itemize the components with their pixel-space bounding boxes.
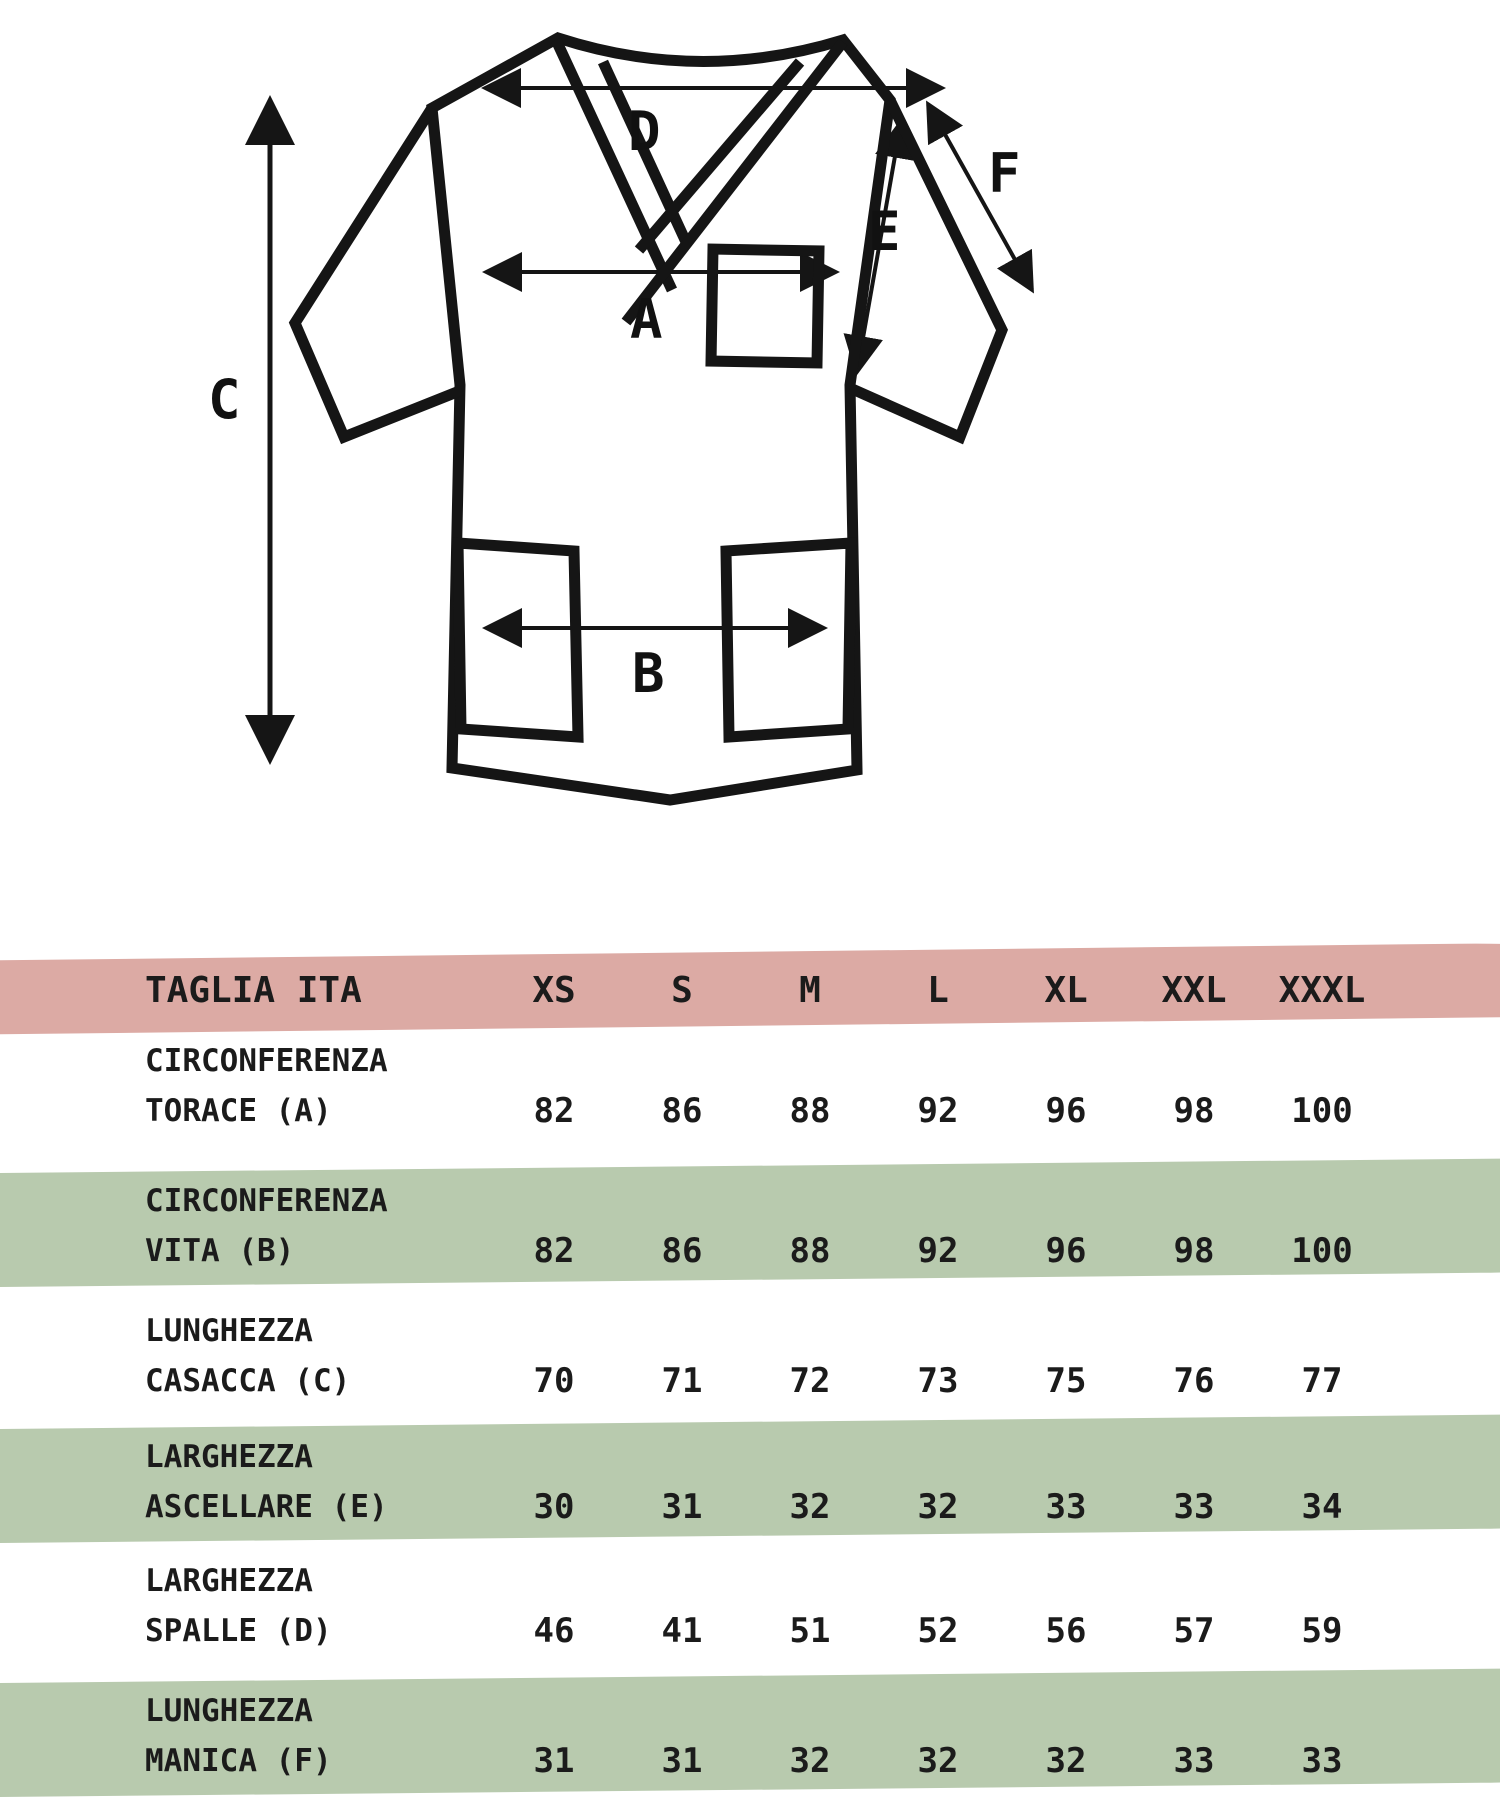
- size-value: 98: [1173, 1231, 1215, 1271]
- size-value: 98: [1173, 1091, 1215, 1131]
- sleeve-right: [850, 100, 1002, 437]
- size-value: 100: [1291, 1231, 1353, 1271]
- row-label: LARGHEZZA ASCELLARE (E): [145, 1439, 388, 1525]
- size-value: 86: [661, 1091, 703, 1131]
- table-row-casacca: [0, 1302, 1500, 1406]
- size-value: 31: [661, 1741, 703, 1781]
- row-label: LUNGHEZZA MANICA (F): [145, 1693, 332, 1779]
- size-column-xs: XS: [532, 969, 576, 1011]
- size-value: 30: [533, 1487, 575, 1527]
- size-column-xxl: XXL: [1161, 969, 1227, 1011]
- size-value: 51: [789, 1611, 831, 1651]
- size-column-l: L: [927, 969, 949, 1011]
- row-label: CIRCONFERENZA VITA (B): [145, 1183, 388, 1269]
- size-value: 56: [1045, 1611, 1087, 1651]
- size-value: 32: [917, 1487, 959, 1527]
- row-label: LARGHEZZA SPALLE (D): [145, 1563, 332, 1649]
- row-label: LUNGHEZZA CASACCA (C): [145, 1313, 351, 1399]
- size-value: 82: [533, 1091, 575, 1131]
- size-value: 33: [1045, 1487, 1087, 1527]
- size-value: 46: [533, 1611, 575, 1651]
- size-value: 32: [789, 1741, 831, 1781]
- size-value: 75: [1045, 1361, 1087, 1401]
- row-label: CIRCONFERENZA TORACE (A): [145, 1043, 388, 1129]
- size-value: 32: [917, 1741, 959, 1781]
- size-value: 59: [1301, 1611, 1343, 1651]
- size-value: 70: [533, 1361, 575, 1401]
- size-table-title: TAGLIA ITA: [145, 969, 362, 1011]
- size-column-m: M: [799, 969, 821, 1011]
- size-value: 32: [1045, 1741, 1087, 1781]
- measure-label-a: A: [630, 288, 663, 351]
- size-value: 72: [789, 1361, 831, 1401]
- size-value: 82: [533, 1231, 575, 1271]
- size-value: 33: [1173, 1741, 1215, 1781]
- size-value: 100: [1291, 1091, 1353, 1131]
- size-table-header-row: [0, 958, 1500, 1022]
- size-value: 86: [661, 1231, 703, 1271]
- size-value: 92: [917, 1091, 959, 1131]
- size-column-s: S: [671, 969, 693, 1011]
- size-value: 71: [661, 1361, 703, 1401]
- measure-label-c: C: [208, 368, 241, 431]
- size-value: 33: [1173, 1487, 1215, 1527]
- size-value: 76: [1173, 1361, 1215, 1401]
- table-row-spalle: [0, 1552, 1500, 1656]
- size-value: 96: [1045, 1091, 1087, 1131]
- size-value: 96: [1045, 1231, 1087, 1271]
- table-row-manica: [0, 1682, 1500, 1786]
- table-row-ascellare: [0, 1428, 1500, 1532]
- table-row-torace: [0, 1032, 1500, 1136]
- size-value: 77: [1301, 1361, 1343, 1401]
- hip-pocket-right: [726, 543, 851, 737]
- size-column-xxxl: XXXL: [1278, 969, 1366, 1011]
- size-value: 34: [1301, 1487, 1343, 1527]
- size-value: 52: [917, 1611, 959, 1651]
- hip-pocket-left: [458, 543, 578, 737]
- size-value: 92: [917, 1231, 959, 1271]
- size-value: 33: [1301, 1741, 1343, 1781]
- size-value: 31: [661, 1487, 703, 1527]
- measure-label-d: D: [628, 100, 661, 163]
- size-column-xl: XL: [1044, 969, 1088, 1011]
- size-value: 31: [533, 1741, 575, 1781]
- chest-pocket: [711, 249, 819, 363]
- measure-label-b: B: [632, 642, 665, 705]
- size-value: 41: [661, 1611, 703, 1651]
- table-row-vita: [0, 1172, 1500, 1276]
- measure-label-f: F: [988, 142, 1021, 205]
- size-value: 32: [789, 1487, 831, 1527]
- measure-label-e: E: [868, 200, 901, 263]
- size-value: 73: [917, 1361, 959, 1401]
- size-value: 57: [1173, 1611, 1215, 1651]
- size-value: 88: [789, 1091, 831, 1131]
- size-value: 88: [789, 1231, 831, 1271]
- collar-right-inner: [639, 62, 800, 250]
